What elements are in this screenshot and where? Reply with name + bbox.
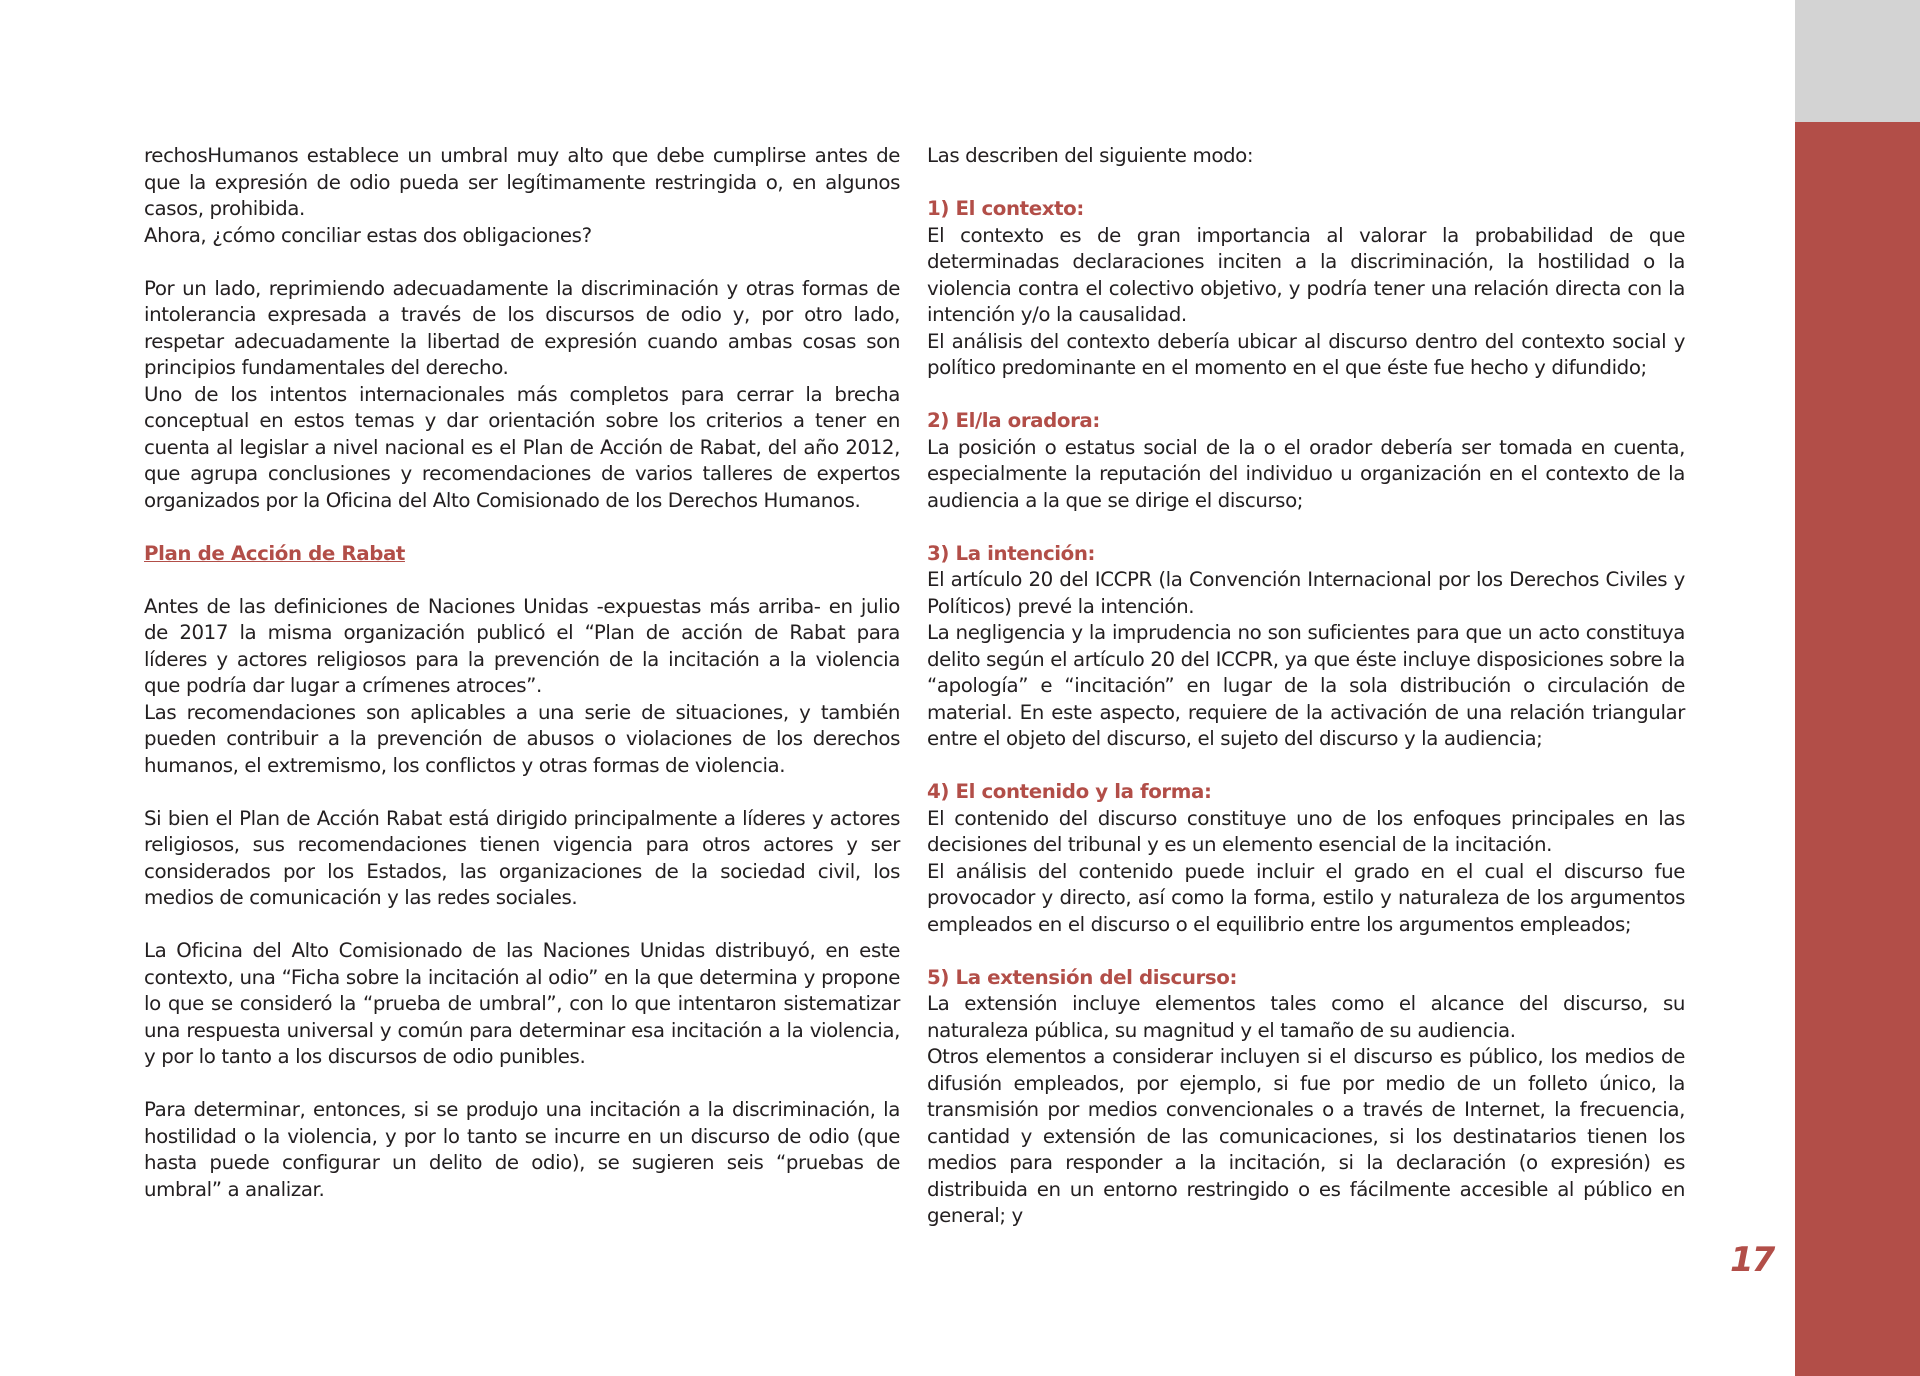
paragraph: La extensión incluye elementos tales como el alcance del discurso, su naturaleza pública, su magnitud y el tamaño de su audiencia. xyxy=(927,992,1685,1042)
paragraph: El artículo 20 del ICCPR (la Convención Internacional por los Derechos Civiles y Políticos) prevé la intención. xyxy=(927,568,1685,618)
paragraph: rechosHumanos establece un umbral muy alto que debe cumplirse antes de que la expresión de odio pueda ser legítimamente restringida o, en algunos casos, prohibida. xyxy=(144,144,900,220)
paragraph: La posición o estatus social de la o el orador debería ser tomada en cuenta, especialmente la reputación del individuo u organización en el contexto de la audiencia a la que se dirige el discurso; xyxy=(927,435,1685,512)
paragraph: El contexto es de gran importancia al valorar la probabilidad de que determinadas declaraciones inciten a la discriminación, la hostilidad o la violencia contra el colectivo objetivo, y podría tener una relación directa con la intención y/o la causalidad. xyxy=(927,223,1685,326)
side-bar-grey xyxy=(1795,0,1920,122)
paragraph: La negligencia y la imprudencia no son suficientes para que un acto constituya delito según el artículo 20 del ICCPR, ya que éste incluye disposiciones sobre la “apología” e “incitación” en lugar de la sola distribución o circulación de material. En este aspecto, requiere de la activación de una relación triangular entre el objeto del discurso, el sujeto del discurso y la audiencia; xyxy=(927,621,1685,750)
paragraph: Antes de las definiciones de Naciones Unidas -expuestas más arriba- en julio de 2017 la misma organización publicó el “Plan de acción de Rabat para líderes y actores religiosos para la prevención de la incitación a la violencia que podría dar lugar a crímenes atroces”. xyxy=(144,594,900,697)
paragraph: El análisis del contenido puede incluir el grado en el cual el discurso fue provocador y directo, así como la forma, estilo y naturaleza de los argumentos empleados en el discurso o el equilibrio entre los argumentos empleados; xyxy=(927,859,1685,936)
paragraph: Uno de los intentos internacionales más completos para cerrar la brecha conceptual en estos temas y dar orientación sobre los criterios a tener en cuenta al legislar a nivel nacional es el Plan de Acción de Rabat, del año 2012, que agrupa conclusiones y recomendaciones de varios talleres de expertos organizados por la Oficina del Alto Comisionado de los Derechos Humanos. xyxy=(144,382,900,512)
paragraph: El contenido del discurso constituye uno de los enfoques principales en las decisiones del tribunal y es un elemento esencial de la incitación. xyxy=(927,806,1685,856)
heading-content-form: 4) El contenido y la forma: xyxy=(927,780,1212,803)
paragraph: Para determinar, entonces, si se produjo una incitación a la discriminación, la hostilidad o la violencia, y por lo tanto se incurre en un discurso de odio (que hasta puede configurar un delito de odio), se sugieren seis “pruebas de umbral” a analizar. xyxy=(144,1098,900,1201)
heading-intent: 3) La intención: xyxy=(927,541,1096,565)
paragraph: Si bien el Plan de Acción Rabat está dirigido principalmente a líderes y actores religiosos, sus recomendaciones tienen vigencia para otros actores y ser considerados por los Estados, las organizaciones de la sociedad civil, los medios de comunicación y las redes sociales. xyxy=(144,806,900,909)
paragraph: El análisis del contexto debería ubicar al discurso dentro del contexto social y político predominante en el momento en el que éste fue hecho y difundido; xyxy=(927,329,1685,379)
left-column xyxy=(144,143,900,1203)
paragraph: Las recomendaciones son aplicables a una serie de situaciones, y también pueden contribuir a la prevención de abusos o violaciones de los derechos humanos, el extremismo, los conflictos y otras formas de violencia. xyxy=(144,700,900,777)
paragraph: La Oficina del Alto Comisionado de las Naciones Unidas distribuyó, en este contexto, una “Ficha sobre la incitación al odio” en la que determina y propone lo que se consideró la “prueba de umbral”, con lo que intentaron sistematizar una respuesta universal y común para determinar esa incitación a la violencia, y por lo tanto a los discursos de odio punibles. xyxy=(144,939,900,1068)
paragraph: Otros elementos a considerar incluyen si el discurso es público, los medios de difusión empleados, por ejemplo, si fue por medio de un folleto único, la transmisión por medios convencionales o a través de Internet, la frecuencia, cantidad y extensión de las comunicaciones, si los destinatarios tienen los medios para responder a la incitación, si la declaración (o expresión) es distribuida en un entorno restringido o es fácilmente accesible al público en general; y xyxy=(927,1045,1685,1227)
page-number: 17 xyxy=(1730,1240,1774,1280)
section-title-link[interactable]: Plan de Acción de Rabat xyxy=(144,541,405,565)
paragraph: Por un lado, reprimiendo adecuadamente la discriminación y otras formas de intolerancia expresada a través de los discursos de odio y, por otro lado, respetar adecuadamente la libertad de expresión cuando ambas cosas son principios fundamentales del derecho. xyxy=(144,276,900,379)
heading-extent: 5) La extensión del discurso: xyxy=(927,965,1237,989)
right-column xyxy=(927,143,1685,1230)
heading-speaker: 2) El/la oradora: xyxy=(927,409,1100,432)
side-bar-red xyxy=(1795,122,1920,1376)
paragraph: Las describen del siguiente modo: xyxy=(927,144,1254,167)
paragraph: Ahora, ¿cómo conciliar estas dos obligaciones? xyxy=(144,223,592,247)
heading-context: 1) El contexto: xyxy=(927,197,1084,220)
